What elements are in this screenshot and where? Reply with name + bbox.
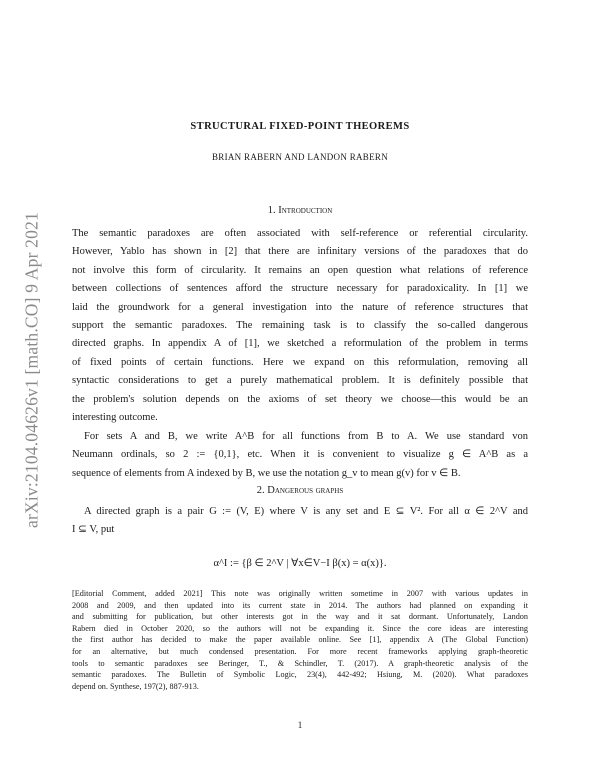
footnote-line: and submitting for publication, but other interests got in the way and it sat dormant. Unfortunately, Landon [72, 612, 528, 622]
footnote-line: tools to semantic paradoxes see Beringer, T., & Schindler, T. (2017). A graph-theoretic analysis of the [72, 658, 528, 668]
section-heading-dangerous-graphs: 2. Dangerous graphs [256, 485, 344, 496]
text-line: laid the groundwork for a general investigation into the nature of reference structures that [72, 301, 528, 313]
editorial-footnote [72, 588, 528, 692]
paper-title: STRUCTURAL FIXED-POINT THEOREMS [190, 121, 410, 132]
text-line: I ⊆ V, put [72, 524, 115, 536]
text-line: directed graphs. In appendix A of [1], we sketched a reformulation of the problem in terms [72, 338, 528, 350]
footnote-line: Rabern died in October 2020, so the authors will not be expanding it. Since the core ideas are interesting [72, 623, 528, 633]
footnote-line: the first author has decided to make the paper available online. See [1], appendix A (The Global Function) [72, 635, 528, 645]
text-line: between collections of sentences afford the structure necessary for paradoxicality. In [1] we [72, 283, 528, 295]
page-number: 1 [297, 720, 303, 730]
text-line: For sets A and B, we write A^B for all functions from B to A. We use standard von [84, 431, 528, 442]
footnote-line: semantic paradoxes. The Bulletin of Symbolic Logic, 23(4), 442-492; Hsiung, M. (2020). What paradoxes [72, 670, 528, 680]
intro-paragraph [72, 225, 528, 427]
text-line: of fixed points of certain functions. Here we expand on this reformulation, removing all [72, 356, 528, 368]
sets-paragraph [72, 428, 528, 483]
text-line: the problem's solution depends on the axioms of set theory we choose—this would be an [72, 393, 528, 405]
text-line: support the semantic paradoxes. The remaining task is to classify the so-called dangerous [72, 319, 528, 331]
paper-authors: BRIAN RABERN AND LANDON RABERN [211, 152, 388, 162]
arxiv-id-text: arXiv:2104.04626v1 [math.CO] 9 Apr 2021 [21, 212, 42, 528]
footnote-line: 2008 and 2009, and then updated into its current state in 2014. The authors had planned on expanding it [72, 600, 528, 610]
footnote-line: [Editorial Comment, added 2021] This note was originally written sometime in 2007 with various updates in [72, 589, 528, 598]
text-line: However, Yablo has shown in [2] that there are infinitary versions of the paradoxes that do [72, 246, 528, 258]
text-line: A directed graph is a pair G := (V, E) where V is any set and E ⊆ V². For all α ∈ 2^V and [84, 506, 528, 517]
footnote-line: depend on. Synthese, 197(2), 887-913. [72, 681, 199, 691]
graph-definition-paragraph [72, 503, 528, 540]
text-line: not involve this form of circularity. It remains an open question what relations of reference [72, 264, 528, 276]
text-line: Neumann ordinals, so 2 := {0,1}, etc. When it is convenient to visualize g ∈ A^B as a [72, 449, 528, 461]
display-formula: α^I := {β ∈ 2^V | ∀x∈V−I β(x) = α(x)}. [213, 558, 387, 569]
text-line: sequence of elements from A indexed by B, we use the notation g_v to mean g(v) for v ∈ B. [72, 467, 461, 479]
text-line: interesting outcome. [72, 411, 158, 423]
footnote-line: for an alternative, but much condensed presentation. For more recent frameworks applying graph-theoretic [72, 646, 528, 656]
arxiv-identifier-sidebar [14, 180, 50, 560]
text-line: syntactic considerations to get a purely mathematical problem. It is definitely possible that [72, 375, 528, 387]
section-heading-introduction: 1. Introduction [267, 205, 333, 216]
text-line: The semantic paradoxes are often associated with self-reference or referential circularity. [72, 228, 528, 239]
